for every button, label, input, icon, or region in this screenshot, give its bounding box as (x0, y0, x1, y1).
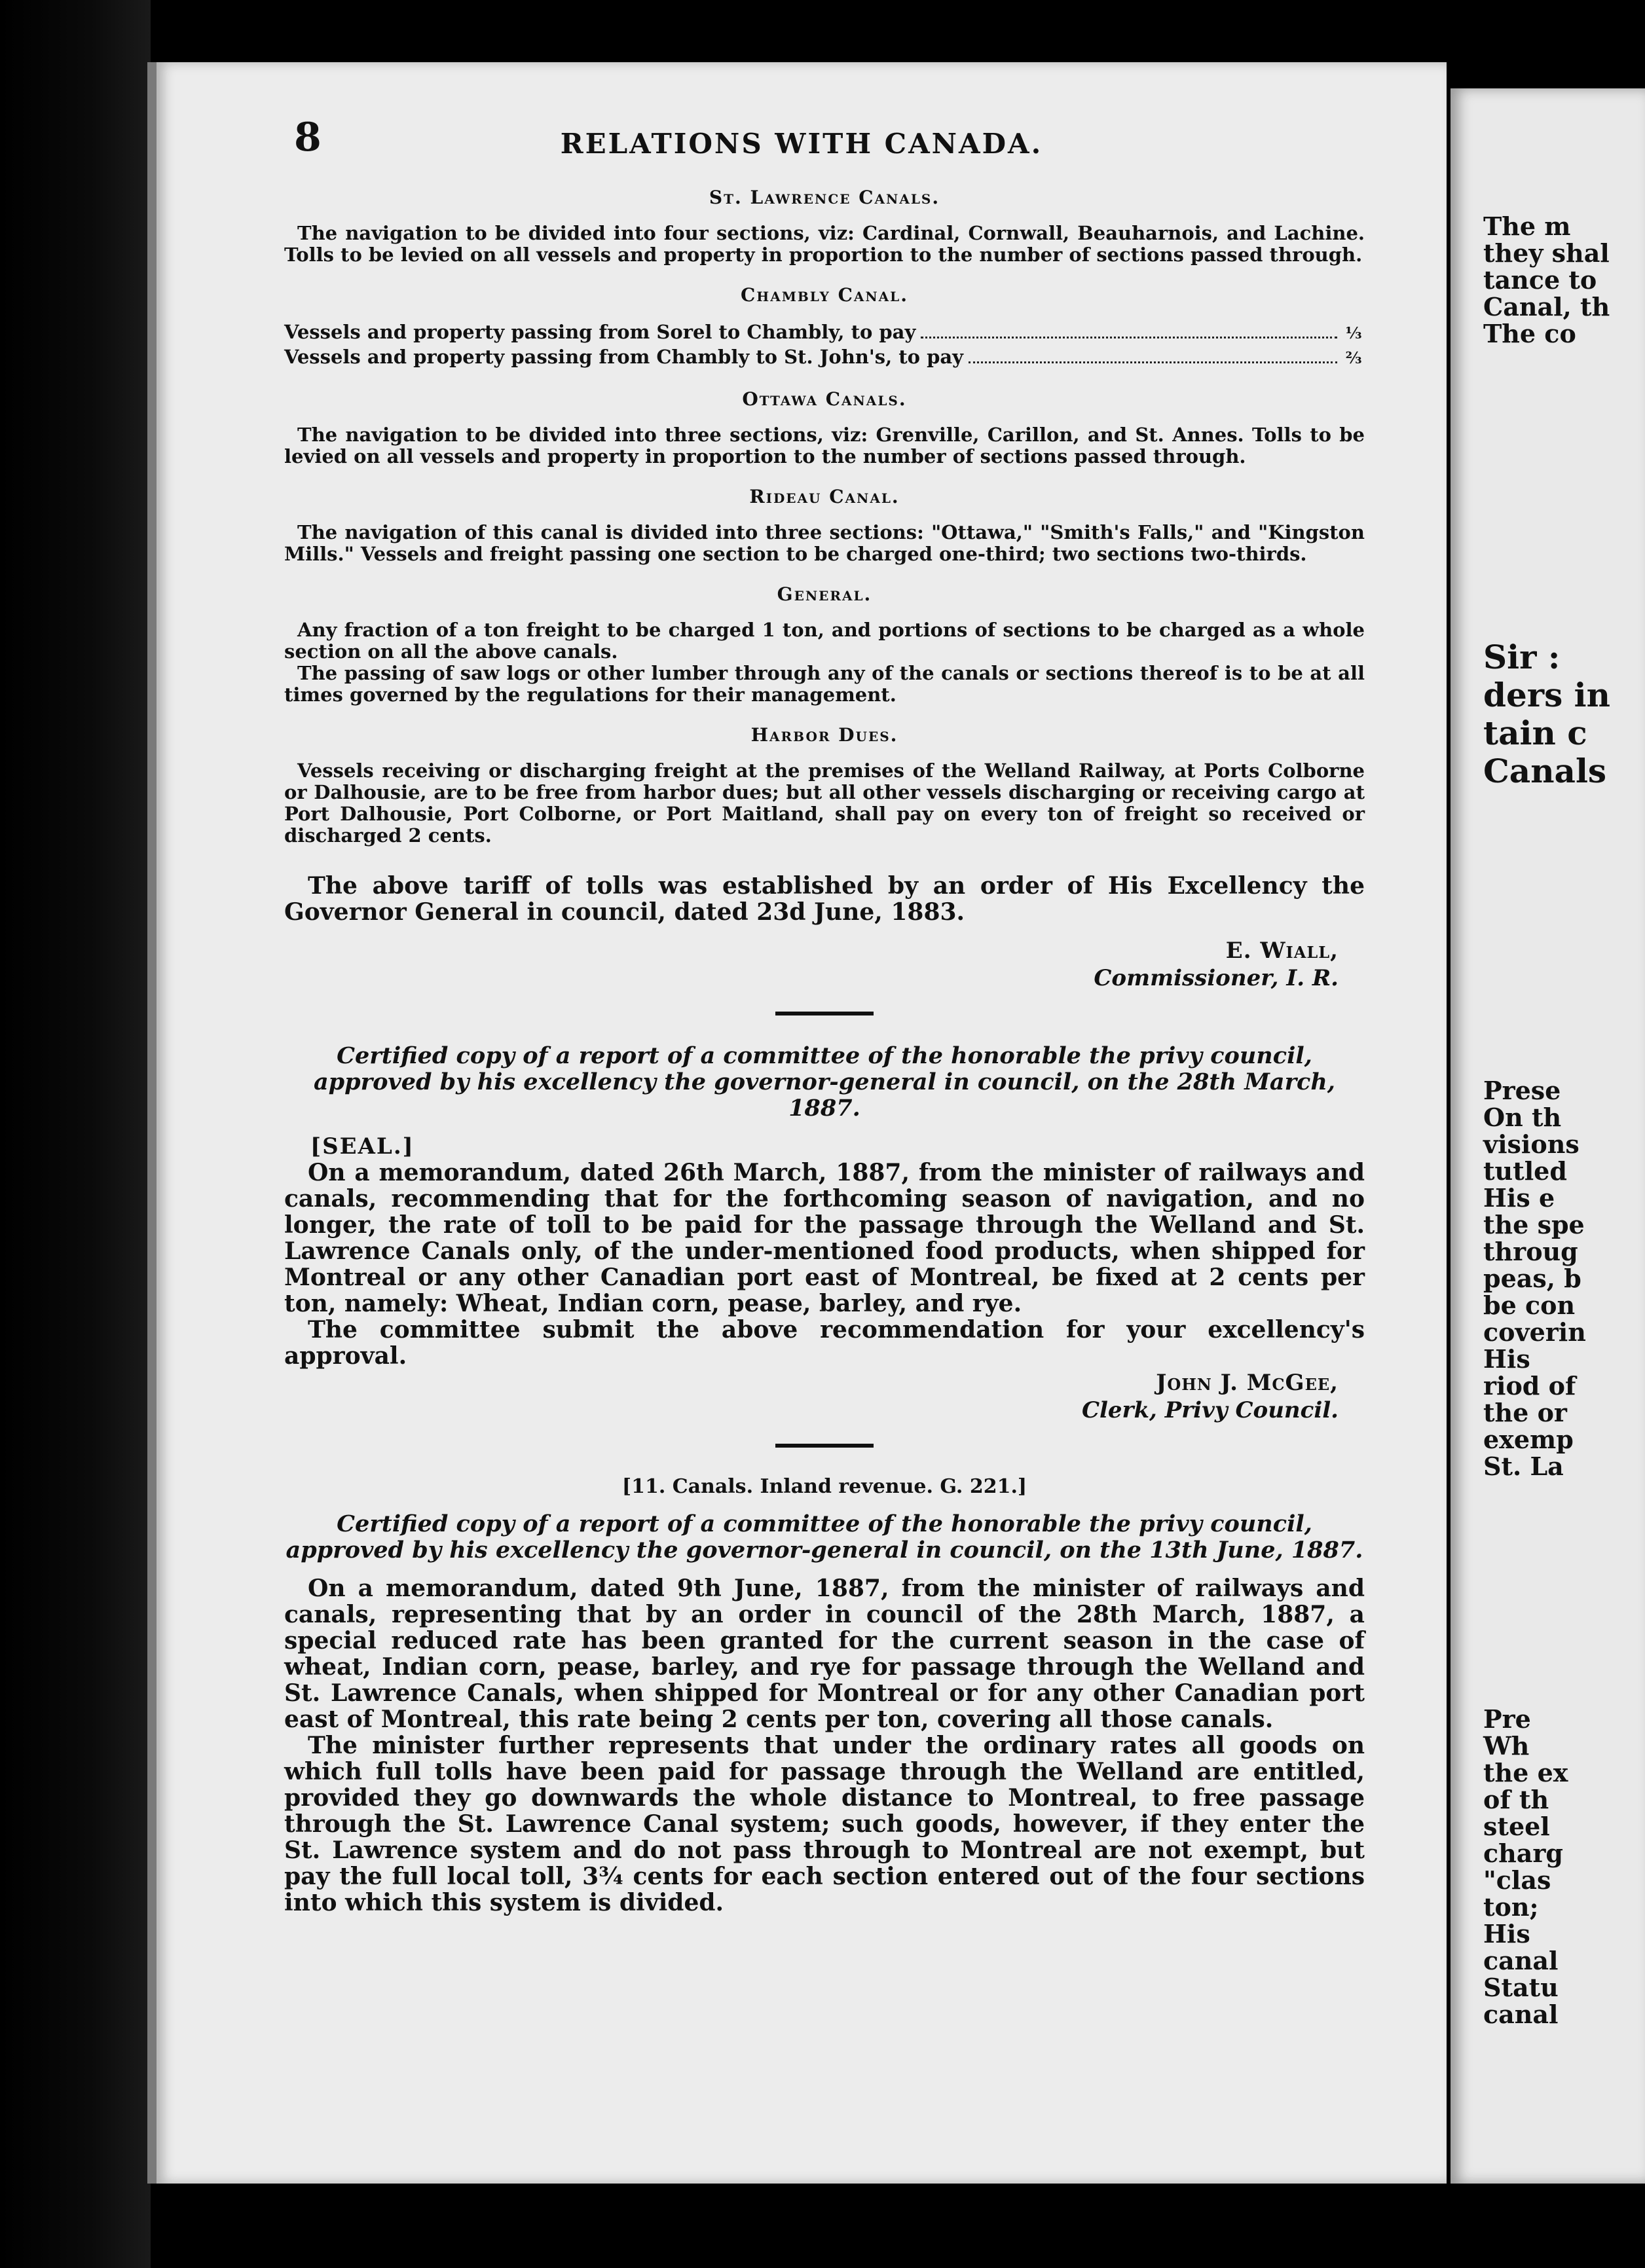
facing-line: tutled (1483, 1156, 1567, 1186)
facing-line: ton; (1483, 1892, 1539, 1922)
signature-name: John J. McGee, (1156, 1370, 1339, 1396)
section-divider (775, 1012, 874, 1015)
facing-line: Canal, th (1483, 292, 1610, 321)
report-1-signature (284, 1369, 1339, 1424)
page-content (284, 187, 1365, 1916)
general-para-2: The passing of saw logs or other lumber through any of the canals or sections thereof is to be at all times governed by the regulations for their management. (284, 662, 1365, 706)
facing-line: On th (1483, 1103, 1562, 1132)
book-binding-edge (0, 0, 151, 2268)
facing-line: coverin (1483, 1317, 1586, 1347)
facing-line: His (1483, 1919, 1530, 1948)
chambly-row-1 (284, 320, 1365, 345)
signature-title: Clerk, Privy Council. (1081, 1397, 1339, 1423)
document-reference: [11. Canals. Inland revenue. G. 221.] (621, 1475, 1027, 1498)
facing-line: visions (1483, 1129, 1580, 1159)
chambly-row-1-text: Vessels and property passing from Sorel to Chambly, to pay (284, 321, 916, 343)
chambly-row-2-fraction: ⅔ (1345, 348, 1362, 367)
facing-line: of th (1483, 1785, 1549, 1814)
report-2-para-1: On a memorandum, dated 9th June, 1887, from the minister of railways and canals, representing that by an order in council of the 28th March, 1887, a special reduced rate has been granted for the current season in the case of wheat, Indian corn, pease, barley, and rye for passage through the Welland and St. Lawrence Canals, when shipped for Montreal or for any other Canadian port east of Montreal, this rate being 2 cents per ton, covering all those canals. (284, 1575, 1365, 1733)
chambly-row-1-fraction: ⅓ (1345, 323, 1362, 342)
ottawa-text: The navigation to be divided into three sections, viz: Grenville, Carillon, and St. Annes. Tolls to be levied on all vessels and property in proportion to the number of sections passed through. (284, 424, 1365, 467)
facing-page (1451, 88, 1645, 2184)
facing-line: the or (1483, 1398, 1567, 1427)
facing-line: The m (1483, 211, 1571, 241)
facing-line: canal (1483, 2000, 1559, 2029)
harbor-text: Vessels receiving or discharging freight at the premises of the Welland Railway, at Ports Colborne or Dalhousie, are to be free from harbor dues; but all other vessels discharging or receiving cargo at Port Dalhousie, Port Colborne, or Port Maitland, shall pay on every ton of freight so received or discharged 2 cents. (284, 759, 1365, 847)
facing-line: steel (1483, 1812, 1550, 1841)
facing-line: the ex (1483, 1758, 1568, 1787)
facing-line: Statu (1483, 1973, 1559, 2002)
facing-line: Canals (1483, 752, 1607, 790)
report-2-para-2: The minister further represents that under the ordinary rates all goods on which full tolls have been paid for passage through the Welland are entitled, provided they go downwards the whole distance to Montreal, to free passage through the St. Lawrence Canal system; such goods, however, if they enter the St. Lawrence system and do not pass through to Montreal are not exempt, but pay the full local toll, 3¾ cents for each section entered out of the four sections into which this system is divided. (284, 1732, 1365, 1916)
facing-line: Prese (1483, 1076, 1561, 1105)
facing-block-4 (1451, 1706, 1568, 2028)
harbor-heading: Harbor Dues. (750, 724, 898, 746)
ottawa-heading: Ottawa Canals. (742, 388, 907, 410)
signature-title: Commissioner, I. R. (1094, 965, 1339, 991)
signature-name: E. Wiall, (1225, 938, 1339, 964)
facing-line: ders in (1483, 676, 1611, 714)
left-page (147, 62, 1447, 2184)
facing-line: "clas (1483, 1865, 1551, 1895)
page-number: 8 (294, 115, 322, 160)
facing-line: riod of (1483, 1371, 1576, 1400)
facing-line: throug (1483, 1237, 1578, 1266)
facing-line: be con (1483, 1290, 1576, 1320)
facing-line: His e (1483, 1183, 1555, 1213)
general-heading: General. (777, 583, 872, 605)
report-1-heading: Certified copy of a report of a committee of the honorable the privy council, approved by his excellency the governor-general in council, on the 28th March, 1887. (314, 1042, 1335, 1122)
facing-line: Wh (1483, 1731, 1530, 1761)
section-divider (775, 1444, 874, 1448)
running-head: RELATIONS WITH CANADA. (560, 128, 1043, 160)
seal-label: [SEAL.] (310, 1133, 415, 1160)
facing-line: Sir : (1483, 638, 1561, 676)
st-lawrence-text: The navigation to be divided into four sections, viz: Cardinal, Cornwall, Beauharnois, and Lachine. Tolls to be levied on all vessels and property in proportion to the number of sections passed through. (284, 222, 1365, 266)
facing-line: The co (1483, 319, 1576, 348)
facing-line: exemp (1483, 1425, 1574, 1454)
report-1-para-1: On a memorandum, dated 26th March, 1887, from the minister of railways and canals, recommending that for the forthcoming season of navigation, and no longer, the rate of toll to be paid for the passage through the Welland and St. Lawrence Canals only, of the under-mentioned food products, when shipped for Montreal or any other Canadian port east of Montreal, be fixed at 2 cents per ton, namely: Wheat, Indian corn, pease, barley, and rye. (284, 1159, 1365, 1317)
facing-line: Pre (1483, 1704, 1531, 1734)
facing-block-1 (1451, 213, 1610, 347)
general-para-1: Any fraction of a ton freight to be charged 1 ton, and portions of sections to be charged as a whole section on all the above canals. (284, 619, 1365, 663)
facing-line: canal (1483, 1946, 1559, 1975)
rideau-heading: Rideau Canal. (749, 486, 900, 507)
rideau-text: The navigation of this canal is divided into three sections: "Ottawa," "Smith's Falls," and "Kingston Mills." Vessels and freight passing one section to be charged one-third; two sections two-thirds. (284, 521, 1365, 565)
facing-line: St. La (1483, 1452, 1564, 1481)
facing-line: the spe (1483, 1210, 1585, 1239)
facing-line: they shal (1483, 238, 1610, 268)
facing-block-3 (1451, 1077, 1586, 1480)
facing-block-2 (1451, 638, 1610, 790)
chambly-row-2-text: Vessels and property passing from Chambly to St. John's, to pay (284, 346, 964, 368)
facing-line: charg (1483, 1838, 1563, 1868)
chambly-heading: Chambly Canal. (741, 284, 908, 306)
report-1-para-2: The committee submit the above recommendation for your excellency's approval. (284, 1316, 1365, 1370)
leader-dots (969, 361, 1337, 363)
tariff-statement: The above tariff of tolls was established by an order of His Excellency the Governor General in council, dated 23d June, 1883. (284, 872, 1365, 926)
leader-dots (921, 337, 1337, 338)
tariff-signature (284, 937, 1339, 992)
st-lawrence-heading: St. Lawrence Canals. (709, 187, 940, 208)
report-2-heading: Certified copy of a report of a committee of the honorable the privy council, approved by his excellency the governor-general in council, on the 13th June, 1887. (286, 1510, 1363, 1564)
facing-line: tain c (1483, 714, 1587, 752)
facing-line: tance to (1483, 265, 1597, 295)
facing-line: His (1483, 1344, 1530, 1374)
chambly-row-2 (284, 345, 1365, 370)
facing-line: peas, b (1483, 1264, 1581, 1293)
